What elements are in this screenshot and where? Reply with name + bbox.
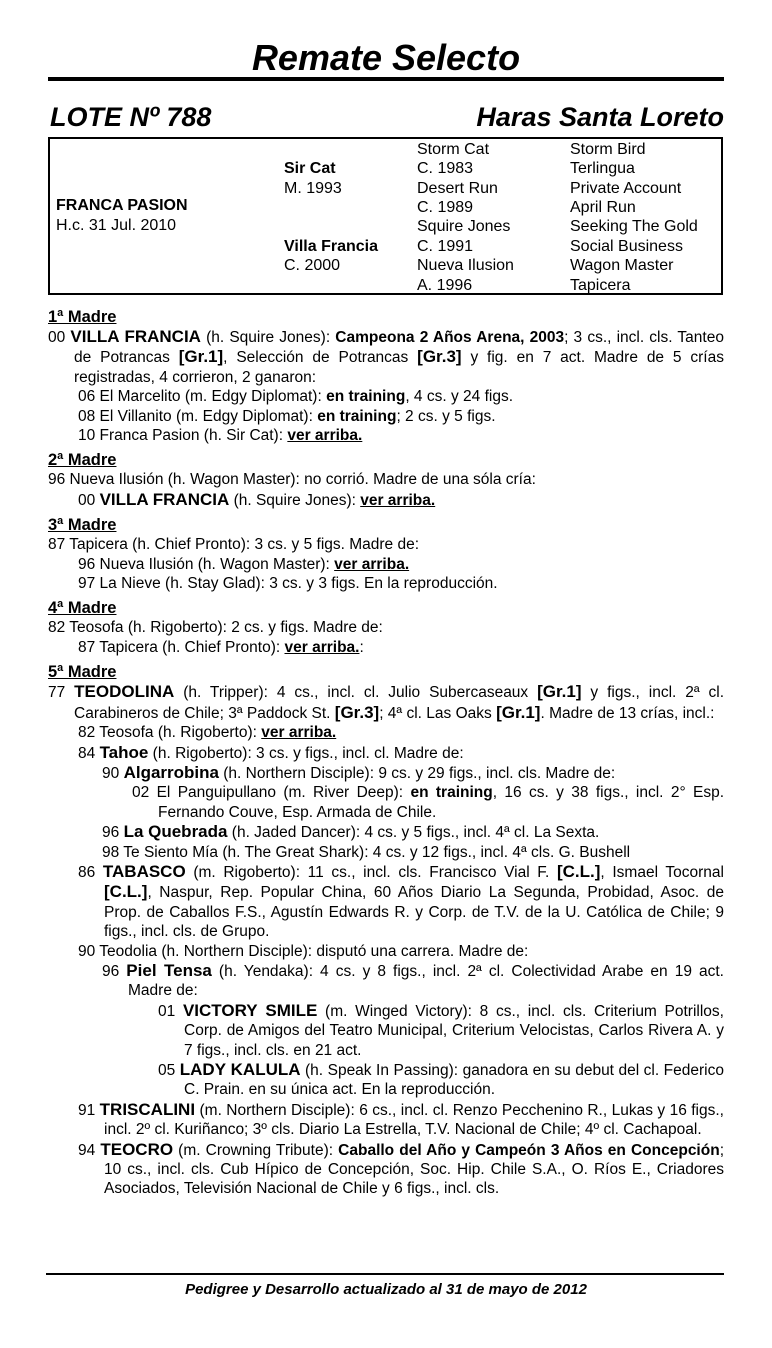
sire-name: Sir Cat [284, 160, 336, 177]
dam-dam-description: A. 1996 [417, 277, 473, 294]
footer-divider [46, 1273, 724, 1275]
dam-sire-description: C. 1991 [417, 238, 474, 255]
pedigree-entry: 00 VILLA FRANCIA (h. Squire Jones): ver arriba. [78, 489, 436, 509]
breeder-name: Haras Santa Loreto [476, 102, 724, 132]
pedigree-entry: 90 Teodolia (h. Northern Disciple): disputó una carrera. Madre de: [78, 942, 529, 960]
section-title: 1ª Madre [48, 308, 117, 326]
dam-dam-name: Nueva Ilusion [417, 257, 514, 274]
pedigree-entry: 06 El Marcelito (m. Edgy Diplomat): en training, 4 cs. y 24 figs. [78, 388, 513, 406]
pedigree-entry: 96 Nueva Ilusión (h. Wagon Master): ver arriba. [78, 555, 410, 573]
section-title: 5ª Madre [48, 663, 117, 682]
ancestor-name: Wagon Master [570, 257, 674, 274]
pedigree-entry: 87 Tapicera (h. Chief Pronto): 3 cs. y 5 figs. Madre de: [48, 536, 420, 554]
dam-name: Villa Francia [284, 238, 378, 255]
section-first-dam [48, 308, 724, 445]
pedigree-entry: 96 Piel Tensa (h. Yendaka): 4 cs. y 8 figs., incl. 2ª cl. Colectividad Arabe en 19 act. Madre de: [102, 960, 724, 1000]
pedigree-entry: 10 Franca Pasion (h. Sir Cat): ver arriba. [78, 427, 363, 445]
section-fifth-dam [48, 663, 724, 1199]
sire-description: M. 1993 [284, 180, 342, 197]
lot-header [48, 100, 724, 134]
see-above-link: ver arriba. [360, 491, 436, 509]
see-above-link: ver arriba. [284, 638, 360, 656]
pedigree-entry: 98 Te Siento Mía (h. The Great Shark): 4 cs. y 12 figs., incl. 4ª cls. G. Bushell [102, 843, 631, 861]
pedigree-entry: 90 Algarrobina (h. Northern Disciple): 9 cs. y 29 figs., incl. cls. Madre de: [102, 762, 616, 782]
see-above-link: ver arriba. [334, 555, 410, 573]
dam-sire-name: Squire Jones [417, 218, 511, 235]
section-title: 2ª Madre [48, 451, 117, 470]
section-title: 3ª Madre [48, 516, 117, 535]
sire-dam-name: Desert Run [417, 180, 498, 197]
title-divider [48, 77, 724, 81]
pedigree-entry: 05 LADY KALULA (h. Speak In Passing): ganadora en su debut del cl. Federico C. Prain. en su única act. En la reproducción. [158, 1060, 724, 1099]
ancestor-name: Tapicera [570, 277, 631, 294]
pedigree-entry: 96 La Quebrada (h. Jaded Dancer): 4 cs. y 5 figs., incl. 4ª cl. La Sexta. [102, 822, 600, 842]
pedigree-entry: 86 TABASCO (m. Rigoberto): 11 cs., incl. cls. Francisco Vial F. [C.L.], Ismael Tocornal [C.L.], Naspur, Rep. Popular China, 60 Años Diario La Segunda, Probidad, Asoc. de Prop. de Caballos F.S., Agustín Edwards R. y Corp. de T.V. de la U. Católica de Chile; 9 figs., incl. cls. de Grupo. [78, 861, 724, 941]
lot-number: LOTE Nº 788 [50, 102, 212, 132]
ancestor-name: Social Business [570, 238, 683, 255]
pedigree-entry: 82 Teosofa (h. Rigoberto): ver arriba. [78, 724, 337, 742]
see-above-link: ver arriba. [261, 724, 337, 742]
see-above-link: ver arriba. [287, 427, 363, 445]
ancestor-name: Private Account [570, 180, 682, 197]
ancestor-name: April Run [570, 199, 636, 216]
pedigree-entry: 84 Tahoe (h. Rigoberto): 3 cs. y figs., incl. cl. Madre de: [78, 742, 464, 762]
ancestor-name: Seeking The Gold [570, 218, 698, 235]
section-fourth-dam [48, 599, 724, 657]
dam-description: C. 2000 [284, 257, 341, 274]
pedigree-entry: 87 Tapicera (h. Chief Pronto): ver arriba.: [78, 638, 364, 656]
sire-dam-description: C. 1989 [417, 199, 474, 216]
pedigree-entry: 94 TEOCRO (m. Crowning Tribute): Caballo del Año y Campeón 3 Años en Concepción; 10 cs., incl. cls. Cub Hípico de Concepción, Soc. Hip. Chile S.A., O. Ríos E., Criadores Asociados, Televisión Nacional de Chile y 6 figs., incl. cls. [78, 1139, 724, 1198]
horse-description: H.c. 31 Jul. 2010 [56, 217, 177, 234]
pedigree-entry: 01 VICTORY SMILE (m. Winged Victory): 8 cs., incl. cls. Criterium Potrillos, Corp. de Amigos del Teatro Municipal, Criterium Velocistas, Carlos Rivera A. y 7 figs., incl. cls. en 21 act. [158, 1000, 724, 1059]
pedigree-entry: 08 El Villanito (m. Edgy Diplomat): en training; 2 cs. y 5 figs. [78, 407, 496, 425]
pedigree-entry: 91 TRISCALINI (m. Northern Disciple): 6 cs., incl. cl. Renzo Pecchenino R., Lukas y 16 figs., incl. 2º cl. Kuriñanco; 3º cls. Diario La Estrella, T.V. Nacional de Chile; 4º cl. Cachapoal. [78, 1099, 724, 1139]
section-second-dam [48, 451, 724, 510]
ancestor-name: Terlingua [570, 160, 635, 177]
pedigree-entry: 02 El Panguipullano (m. River Deep): en training, 16 cs. y 38 figs., incl. 2° Esp. Fernando Couve, Esp. Armada de Chile. [132, 784, 725, 821]
pedigree-entry: 00 VILLA FRANCIA (h. Squire Jones): Campeona 2 Años Arena, 2003; 3 cs., incl. cls. Tanteo de Potrancas [Gr.1], Selección de Potrancas [Gr.3] y fig. en 7 act. Madre de 5 crías registradas, 4 corrieron, 2 ganaron: [48, 327, 724, 386]
horse-name: FRANCA PASION [56, 197, 188, 214]
ancestor-name: Storm Bird [570, 141, 646, 158]
pedigree-entry: 97 La Nieve (h. Stay Glad): 3 cs. y 3 figs. En la reproducción. [78, 575, 498, 593]
pedigree-entry: 82 Teosofa (h. Rigoberto): 2 cs. y figs. Madre de: [48, 619, 383, 637]
footer-note: Pedigree y Desarrollo actualizado al 31 de mayo de 2012 [185, 1281, 587, 1298]
section-title: 4ª Madre [48, 599, 117, 618]
pedigree-table [48, 137, 723, 295]
sire-sire-name: Storm Cat [417, 141, 490, 158]
page-title: Remate Selecto [251, 37, 521, 78]
pedigree-entry: 77 TEODOLINA (h. Tripper): 4 cs., incl. cl. Julio Subercaseaux [Gr.1] y figs., incl. 2ª cl. Carabineros de Chile; 3ª Paddock St. [Gr.3]; 4ª cl. Las Oaks [Gr.1]. Madre de 13 crías, incl.: [48, 682, 725, 722]
section-third-dam [48, 516, 724, 593]
sire-sire-description: C. 1983 [417, 160, 474, 177]
dam-line-body [48, 308, 724, 1199]
pedigree-entry: 96 Nueva Ilusión (h. Wagon Master): no corrió. Madre de una sóla cría: [48, 471, 536, 489]
